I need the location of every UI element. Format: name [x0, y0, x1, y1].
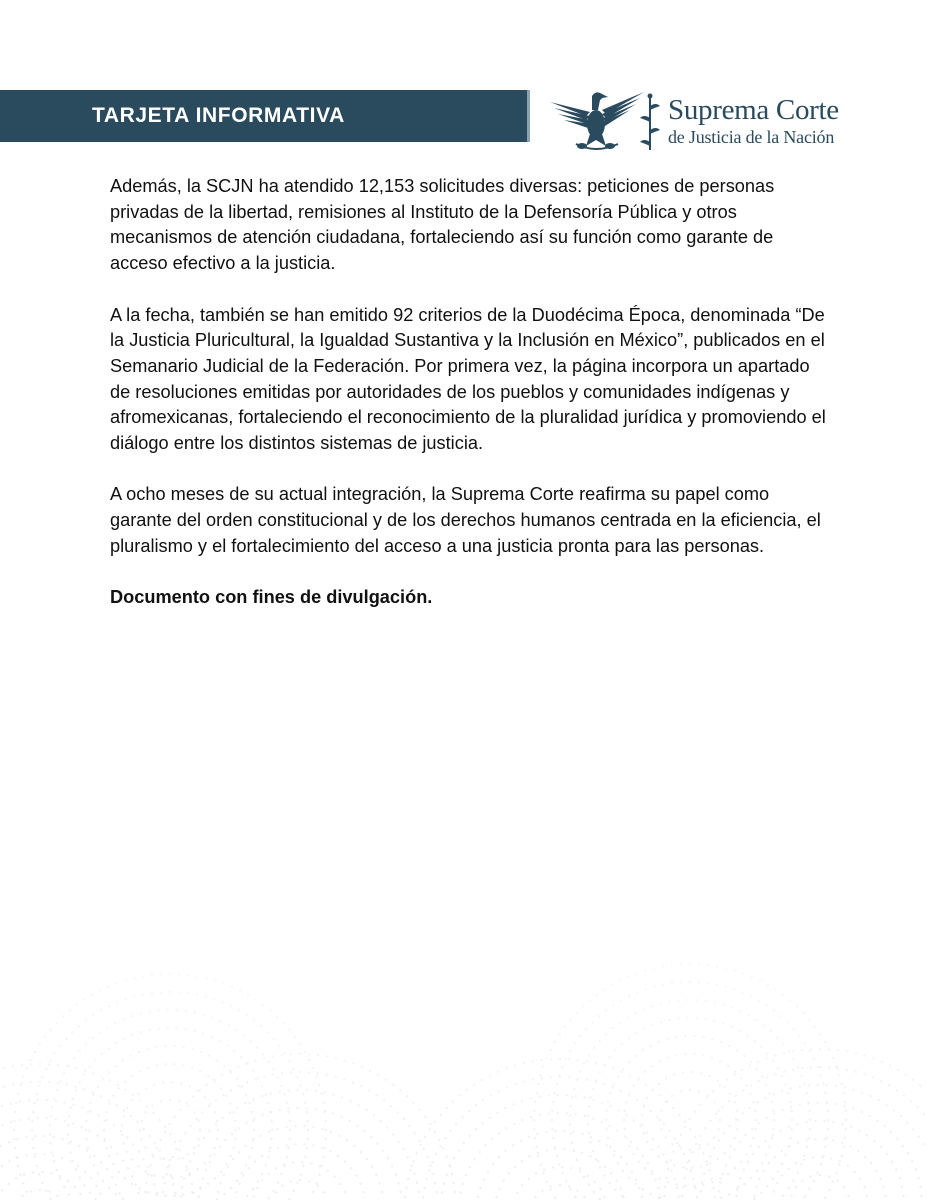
document-body [110, 174, 828, 637]
background-pattern [0, 960, 927, 1200]
institution-name: Suprema Corte [668, 94, 839, 126]
banner-title: TARJETA INFORMATIVA [92, 104, 345, 127]
header-banner [0, 90, 530, 142]
paragraph-criterios: A la fecha, también se han emitido 92 criterios de la Duodécima Época, denominada “De la Justicia Pluricultural, la Igualdad Sustantiva y la Inclusión en México”, publicados en el Semanario Judicial de la Federación. Por primera vez, la página incorpora un apartado de resoluciones emitidas por autoridades de los pueblos y comunidades indígenas y afromexicanas, fortaleciendo el reconocimiento de la pluralidad jurídica y promoviendo el diálogo entre los distintos sistemas de justicia. [110, 304, 826, 454]
closing-statement: Documento con fines de divulgación. [110, 587, 433, 608]
paragraph-solicitudes: Además, la SCJN ha atendido 12,153 solicitudes diversas: peticiones de personas privadas de la libertad, remisiones al Instituto de la Defensoría Pública y otros mecanismos de atención ciudadana, fortaleciendo así su función como garante de acceso efectivo a la justicia. [110, 176, 775, 274]
eagle-emblem-icon [546, 88, 664, 154]
institution-logo [546, 88, 856, 154]
institution-subtitle: de Justicia de la Nación [668, 127, 835, 147]
paragraph-integracion: A ocho meses de su actual integración, la Suprema Corte reafirma su papel como garante del orden constitucional y de los derechos humanos centrada en la eficiencia, el pluralismo y el fortalecimiento del acceso a una justicia pronta para las personas. [110, 484, 821, 556]
